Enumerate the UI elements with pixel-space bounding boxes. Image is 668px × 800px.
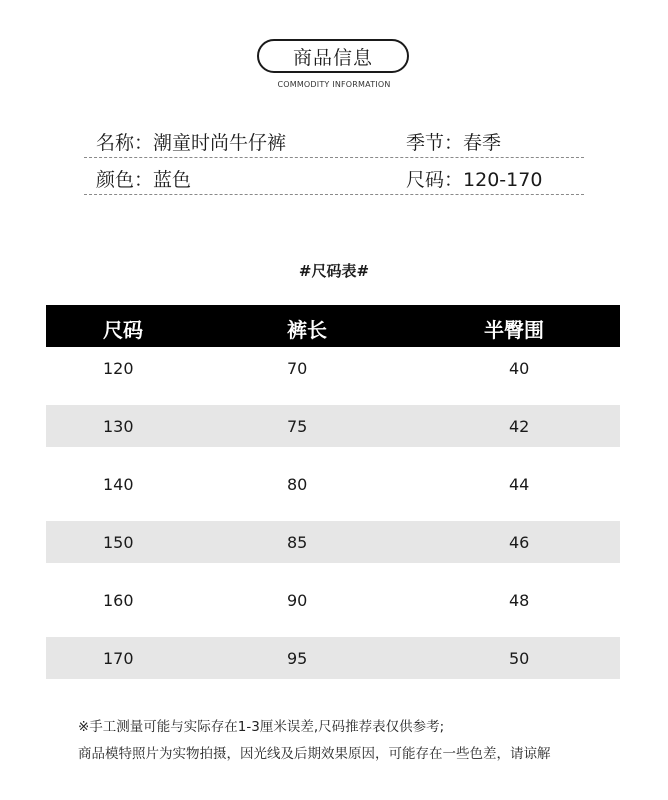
product-size-label: 尺码： [406,169,464,191]
dashed-divider [84,194,584,195]
cell-hip: 50 [509,649,530,668]
table-row [46,405,620,447]
header-size: 尺码 [103,318,143,342]
product-season [406,128,501,155]
info-row-name-season [84,122,584,158]
product-size-value: 120-170 [463,169,543,191]
product-season-value: 春季 [463,132,502,154]
size-table-header [46,305,620,347]
table-row [46,579,620,621]
product-size-range [406,165,542,192]
cell-hip: 48 [509,591,530,610]
section-subtitle: COMMODITY INFORMATION [277,80,391,89]
section-title: 商品信息 [292,46,373,69]
cell-size: 130 [103,417,134,436]
product-season-label: 季节： [406,132,464,154]
section-title-badge [257,39,409,73]
size-table-caption: #尺码表# [298,262,370,280]
cell-hip: 40 [509,359,530,378]
header-hip: 半臀围 [484,318,544,342]
product-name-value: 潮童时尚牛仔裤 [153,132,287,154]
cell-length: 80 [287,475,308,494]
cell-size: 120 [103,359,134,378]
color-difference-note: 商品模特照片为实物拍摄，因光线及后期效果原因，可能存在一些色差，请谅解 [78,746,551,762]
product-name [96,128,286,155]
cell-size: 170 [103,649,134,668]
cell-length: 85 [287,533,308,552]
info-row-color-size [84,159,584,195]
cell-hip: 42 [509,417,530,436]
measurement-note: ※手工测量可能与实际存在1-3厘米误差,尺码推荐表仅供参考; [78,719,445,735]
product-color-value: 蓝色 [153,169,192,191]
cell-length: 90 [287,591,308,610]
header-length: 裤长 [287,318,327,342]
table-row [46,463,620,505]
cell-length: 95 [287,649,308,668]
table-row [46,637,620,679]
product-color [96,165,191,192]
cell-length: 70 [287,359,308,378]
dashed-divider [84,157,584,158]
product-color-label: 颜色： [96,169,154,191]
product-name-label: 名称： [96,132,154,154]
table-row [46,521,620,563]
cell-size: 160 [103,591,134,610]
cell-size: 140 [103,475,134,494]
cell-hip: 46 [509,533,530,552]
cell-hip: 44 [509,475,530,494]
cell-length: 75 [287,417,308,436]
size-table [46,305,620,679]
table-row [46,347,620,389]
cell-size: 150 [103,533,134,552]
